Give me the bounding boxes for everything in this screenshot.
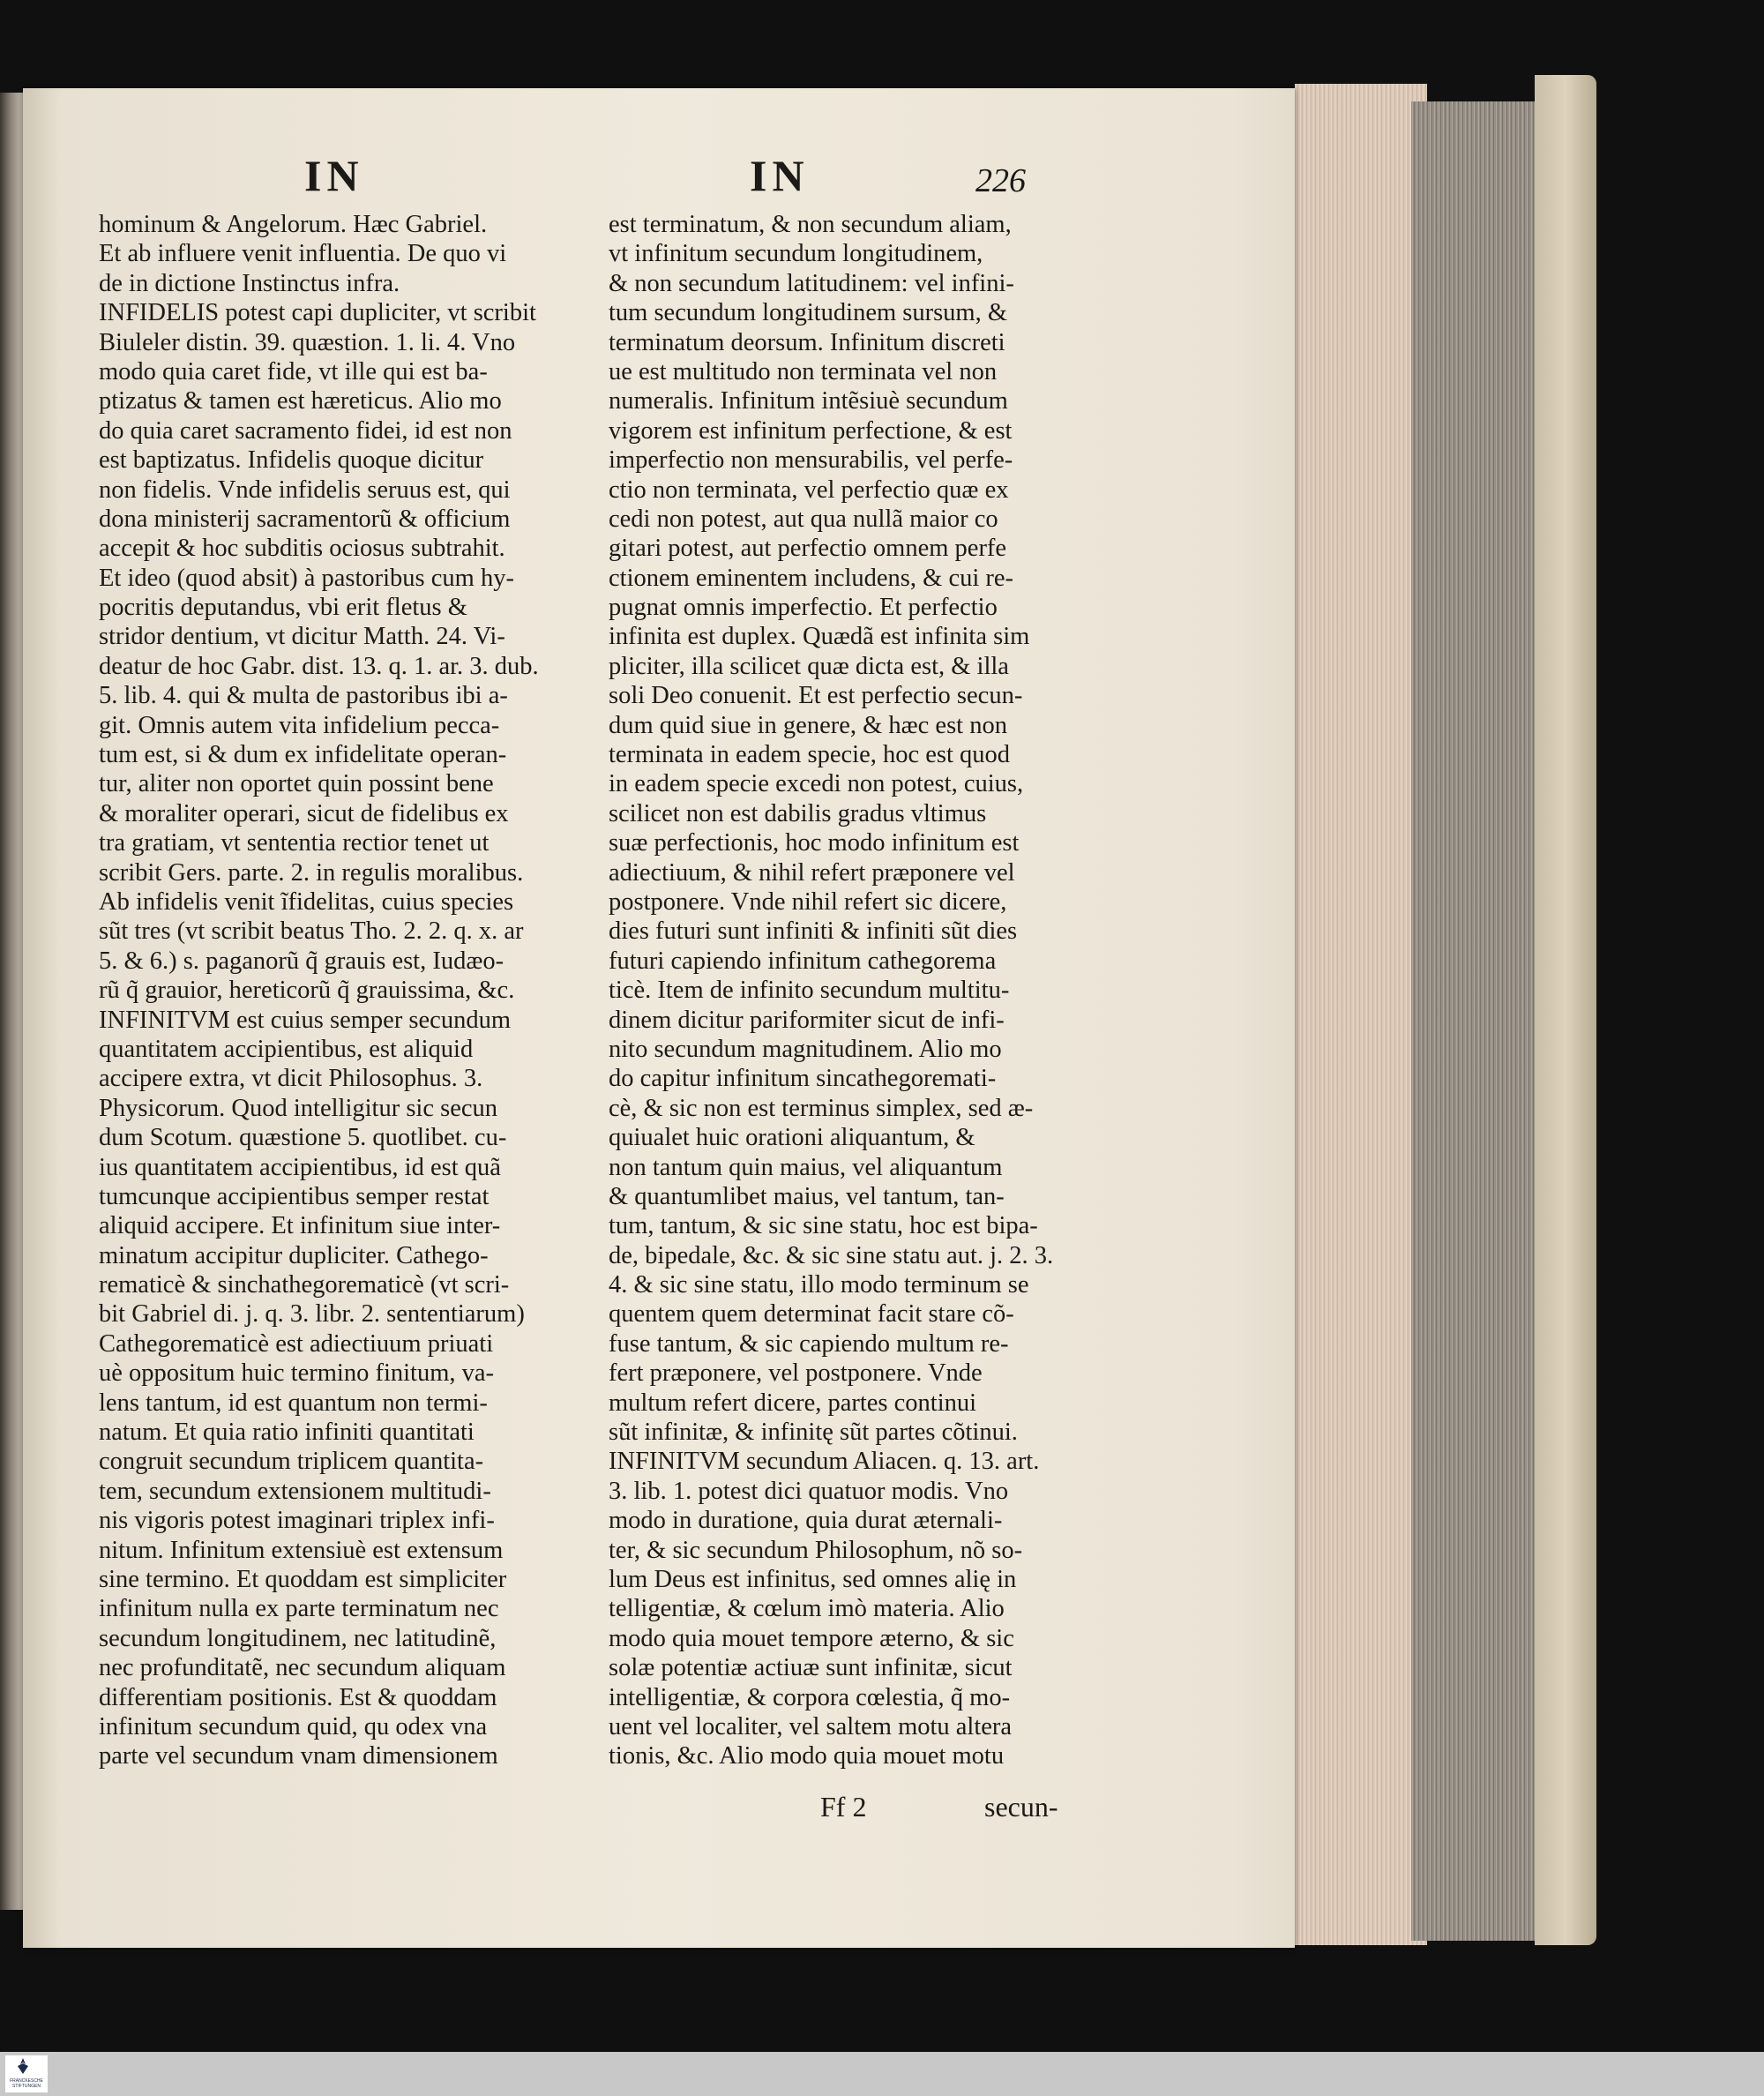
text-line: terminata in eadem specie, hoc est quod [609, 741, 1011, 769]
text-line: cedi non potest, aut qua nullã maior co [609, 505, 998, 533]
text-column-right [609, 210, 1116, 1771]
text-line: do quia caret sacramento fidei, id est non [99, 416, 512, 445]
fore-edge-speckled [1295, 84, 1427, 1945]
text-line: quantitatem accipientibus, est aliquid [99, 1035, 474, 1063]
text-line: parte vel secundum vnam dimensionem [99, 1742, 498, 1770]
text-line: ctionem eminentem includens, & cui re- [609, 564, 1014, 592]
text-line: lum Deus est infinitus, sed omnes alię in [609, 1565, 1017, 1593]
text-line: tumcunque accipientibus semper restat [99, 1182, 490, 1210]
text-line: nitum. Infinitum extensiuè est extensum [99, 1536, 504, 1564]
text-line: dum Scotum. quæstione 5. quotlibet. cu- [99, 1124, 507, 1152]
text-line: dinem dicitur pariformiter sicut de infi- [609, 1006, 1005, 1034]
text-line: fert præponere, vel postponere. Vnde [609, 1359, 983, 1388]
text-line: vt infinitum secundum longitudinem, [609, 240, 983, 268]
page-number: 226 [975, 162, 1026, 199]
signature-mark: Ff 2 [820, 1791, 867, 1823]
text-line: scribit Gers. parte. 2. in regulis moralibus. [99, 858, 524, 887]
text-line: infinitum secundum quid, qu odex vna [99, 1712, 488, 1740]
text-line: pliciter, illa scilicet quæ dicta est, & illa [609, 652, 1009, 680]
text-line: tra gratiam, vt sententia rectior tenet ut [99, 829, 490, 857]
text-line: INFINITVM secundum Aliacen. q. 13. art. [609, 1448, 1040, 1476]
text-line: uent vel localiter, vel saltem motu altera [609, 1712, 1013, 1740]
text-line: ter, & sic secundum Philosophum, nõ so- [609, 1536, 1023, 1564]
text-line: & quantumlibet maius, vel tantum, tan- [609, 1182, 1005, 1210]
text-line: 3. lib. 1. potest dici quatuor modis. Vno [609, 1477, 1009, 1505]
text-line: secundum longitudinem, nec latitudinẽ, [99, 1624, 497, 1652]
text-line: postponere. Vnde nihil refert sic dicere, [609, 887, 1007, 916]
text-line: telligentiæ, & cœlum imò materia. Alio [609, 1595, 1005, 1623]
text-line: scilicet non est dabilis gradus vltimus [609, 799, 987, 827]
text-line: tum secundum longitudinem sursum, & [609, 299, 1008, 327]
text-line: soli Deo conuenit. Et est perfectio secun- [609, 682, 1023, 710]
text-line: natum. Et quia ratio infiniti quantitati [99, 1419, 475, 1447]
text-line: dona ministerij sacramentorũ & officium [99, 505, 511, 533]
text-line: git. Omnis autem vita infidelium pecca- [99, 711, 500, 739]
text-line: multum refert dicere, partes continui [609, 1389, 977, 1417]
text-line: deatur de hoc Gabr. dist. 13. q. 1. ar. 3. dub. [99, 652, 539, 680]
running-head-right: IN [750, 151, 810, 200]
text-line: Cathegorematicè est adiectiuum priuati [99, 1329, 494, 1358]
text-line: tur, aliter non oportet quin possint bene [99, 770, 494, 798]
text-line: nis vigoris potest imaginari triplex infi- [99, 1507, 495, 1535]
text-line: modo in duratione, quia durat æternali- [609, 1507, 1003, 1535]
text-line: Et ideo (quod absit) à pastoribus cum hy- [99, 564, 514, 592]
text-line: intelligentiæ, & corpora cœlestia, q̃ mo- [609, 1683, 1011, 1711]
text-line: numeralis. Infinitum intẽsiuè secundum [609, 387, 1008, 415]
text-line: quentem quem determinat facit stare cõ- [609, 1300, 1014, 1329]
text-line: ticè. Item de infinito secundum multitu- [609, 977, 1010, 1005]
text-line: non fidelis. Vnde infidelis seruus est, qui [99, 475, 511, 504]
text-line: accepit & hoc subditis ociosus subtrahit. [99, 535, 505, 563]
text-line: tionis, &c. Alio modo quia mouet motu [609, 1742, 1005, 1770]
text-line: lens tantum, id est quantum non termi- [99, 1389, 488, 1417]
text-line: nito secundum magnitudinem. Alio mo [609, 1035, 1002, 1063]
text-line: aliquid accipere. Et infinitum siue inter- [99, 1212, 501, 1240]
text-line: fuse tantum, & sic capiendo multum re- [609, 1329, 1009, 1358]
text-line: & non secundum latitudinem: vel infini- [609, 269, 1014, 297]
text-line: Biuleler distin. 39. quæstion. 1. li. 4. Vno [99, 328, 516, 356]
text-line: nec profunditatẽ, nec secundum aliquam [99, 1654, 506, 1682]
text-line: rematicè & sinchathegorematicè (vt scri- [99, 1271, 510, 1299]
vellum-cover-edge [1535, 75, 1596, 1945]
viewer-footer-bar [0, 2052, 1764, 2096]
text-line: non tantum quin maius, vel aliquantum [609, 1153, 1003, 1181]
text-line: hominum & Angelorum. Hæc Gabriel. [99, 211, 488, 238]
text-line: sũt tres (vt scribit beatus Tho. 2. 2. q. x. ar [99, 917, 524, 946]
text-line: sine termino. Et quoddam est simpliciter [99, 1565, 507, 1593]
fore-edge-shadow [1411, 101, 1552, 1941]
text-line: ius quantitatem accipientibus, id est quã [99, 1153, 501, 1181]
text-line: tum est, si & dum ex infidelitate operan- [99, 741, 507, 769]
text-column-left [99, 210, 579, 1771]
text-line: dies futuri sunt infiniti & infiniti sũt dies [609, 917, 1018, 946]
text-line: uè oppositum huic termino finitum, va- [99, 1359, 495, 1388]
text-line: solæ potentiæ actiuæ sunt infinitæ, sicut [609, 1654, 1013, 1682]
text-line: ptizatus & tamen est hæreticus. Alio mo [99, 387, 502, 415]
text-line: vigorem est infinitum perfectione, & est [609, 416, 1013, 445]
text-line: ue est multitudo non terminata vel non [609, 357, 998, 386]
text-line: est baptizatus. Infidelis quoque dicitur [99, 446, 484, 475]
text-line: 4. & sic sine statu, illo modo terminum se [609, 1271, 1029, 1299]
text-line: minatum accipitur dupliciter. Cathego- [99, 1241, 489, 1269]
text-line: cè, & sic non est terminus simplex, sed æ- [609, 1094, 1034, 1122]
text-line: Physicorum. Quod intelligitur sic secun [99, 1094, 497, 1122]
text-line: dum quid siue in genere, & hæc est non [609, 711, 1007, 739]
text-line: pugnat omnis imperfectio. Et perfectio [609, 594, 998, 622]
text-line: quiualet huic orationi aliquantum, & [609, 1124, 975, 1152]
text-line: Ab infidelis venit ĩfidelitas, cuius species [99, 887, 514, 916]
text-line: pocritis deputandus, vbi erit fletus & [99, 594, 467, 622]
text-line: suæ perfectionis, hoc modo infinitum est [609, 829, 1020, 857]
text-line: tum, tantum, & sic sine statu, hoc est bipa- [609, 1212, 1038, 1240]
text-line: differentiam positionis. Est & quoddam [99, 1683, 497, 1711]
text-line: infinitum nulla ex parte terminatum nec [99, 1595, 499, 1623]
text-line: futuri capiendo infinitum cathegorema [609, 947, 997, 975]
text-line: 5. lib. 4. qui & multa de pastoribus ibi a- [99, 682, 508, 710]
text-line: de, bipedale, &c. & sic sine statu aut. j. 2. 3. [609, 1241, 1054, 1269]
text-line: in eadem specie excedi non potest, cuius, [609, 770, 1024, 798]
catchword: secun- [984, 1791, 1058, 1823]
text-line: modo quia caret fide, vt ille qui est ba- [99, 357, 488, 386]
text-line: accipere extra, vt dicit Philosophus. 3. [99, 1065, 483, 1093]
text-line: & moraliter operari, sicut de fidelibus ex [99, 799, 509, 827]
text-line: INFIDELIS potest capi dupliciter, vt scribit [99, 299, 536, 327]
text-line: do capitur infinitum sincathegoremati- [609, 1065, 997, 1093]
text-line: sũt infinitæ, & infinitę sũt partes cõtinui. [609, 1419, 1018, 1447]
text-line: terminatum deorsum. Infinitum discreti [609, 328, 1005, 356]
text-line: rũ q̃ grauior, hereticorũ q̃ grauissima, &c. [99, 977, 515, 1005]
text-line: infinita est duplex. Quædã est infinita sim [609, 623, 1030, 651]
text-line: congruit secundum triplicem quantita- [99, 1448, 484, 1476]
franckesche-stiftungen-logo-icon [14, 2057, 32, 2075]
text-line: ctio non terminata, vel perfectio quæ ex [609, 475, 1009, 504]
logo-text: FRANCKESCHE STIFTUNGEN [10, 2078, 43, 2089]
text-line: de in dictione Instinctus infra. [99, 269, 400, 297]
text-line: tem, secundum extensionem multitudi- [99, 1477, 491, 1505]
text-line: stridor dentium, vt dicitur Matth. 24. Vi- [99, 623, 505, 651]
text-line: imperfectio non mensurabilis, vel perfe- [609, 446, 1013, 475]
text-line: bit Gabriel di. j. q. 3. libr. 2. sententiarum) [99, 1300, 525, 1329]
text-line: 5. & 6.) s. paganorũ q̃ grauis est, Iudæo- [99, 947, 505, 975]
text-line: Et ab influere venit influentia. De quo vi [99, 240, 507, 268]
text-line: est terminatum, & non secundum aliam, [609, 211, 1012, 238]
text-line: gitari potest, aut perfectio omnem perfe [609, 535, 1007, 563]
text-line: INFINITVM est cuius semper secundum [99, 1006, 511, 1034]
running-head-left: IN [304, 151, 364, 200]
text-line: adiectiuum, & nihil refert præponere vel [609, 858, 1015, 887]
text-line: modo quia mouet tempore æterno, & sic [609, 1624, 1014, 1652]
